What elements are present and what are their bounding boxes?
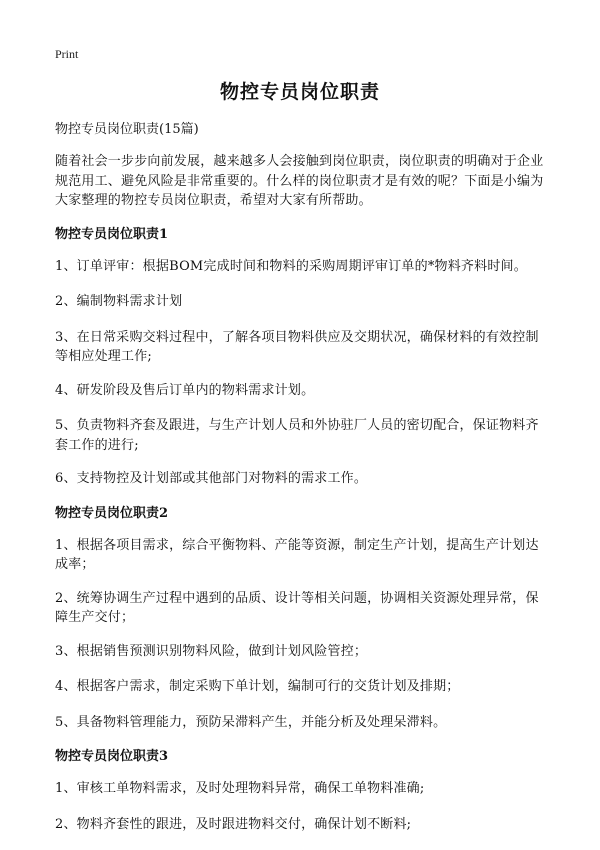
intro-paragraph: 随着社会一步步向前发展，越来越多人会接触到岗位职责，岗位职责的明确对于企业规范用工、避免风险是非常重要的。什么样的岗位职责才是有效的呢？下面是小编为大家整理的物控专员岗位职责，希望对大家有所帮助。 [55, 154, 544, 208]
section-heading: 物控专员岗位职责1 [55, 226, 169, 242]
list-item: 5、负责物料齐套及跟进，与生产计划人员和外协驻厂人员的密切配合，保证物料齐套工作的进行; [55, 418, 539, 453]
section-heading: 物控专员岗位职责2 [55, 505, 169, 521]
list-item: 2、物料齐套性的跟进，及时跟进物料交付，确保计划不断料; [55, 816, 412, 832]
list-item: 2、编制物料需求计划 [55, 294, 183, 309]
section-1 [55, 226, 550, 489]
section-heading: 物控专员岗位职责3 [55, 749, 169, 764]
list-item: 1、根据各项目需求，综合平衡物料、产能等资源，制定生产计划，提高生产计划达成率； [55, 537, 539, 572]
list-item: 4、研发阶段及售后订单内的物料需求计划。 [55, 382, 315, 398]
list-item: 5、具备物料管理能力，预防呆滞料产生，并能分析及处理呆滞料。 [55, 714, 447, 730]
print-link[interactable]: Print [55, 47, 79, 61]
section-2 [55, 505, 550, 733]
list-item: 6、支持物控及计划部或其他部门对物料的需求工作。 [55, 471, 368, 486]
list-item: 4、根据客户需求，制定采购下单计划，编制可行的交货计划及排期； [55, 679, 460, 694]
list-item: 2、统筹协调生产过程中遇到的品质、设计等相关问题，协调相关资源处理异常，保障生产交付； [55, 590, 539, 625]
section-3 [55, 748, 550, 834]
list-item: 3、根据销售预测识别物料风险，做到计划风险管控； [55, 643, 368, 659]
list-item: 1、订单评审：根据BOM完成时间和物料的采购周期评审订单的*物料齐料时间。 [55, 258, 527, 274]
list-item: 1、审核工单物料需求，及时处理物料异常，确保工单物料准确; [55, 781, 425, 796]
document-subtitle: 物控专员岗位职责(15篇) [55, 122, 199, 137]
page-title: 物控专员岗位职责 [219, 81, 380, 103]
document-body [55, 121, 550, 850]
list-item: 3、在日常采购交料过程中，了解各项目物料供应及交期状况，确保材料的有效控制等相应处理工作; [55, 329, 539, 364]
